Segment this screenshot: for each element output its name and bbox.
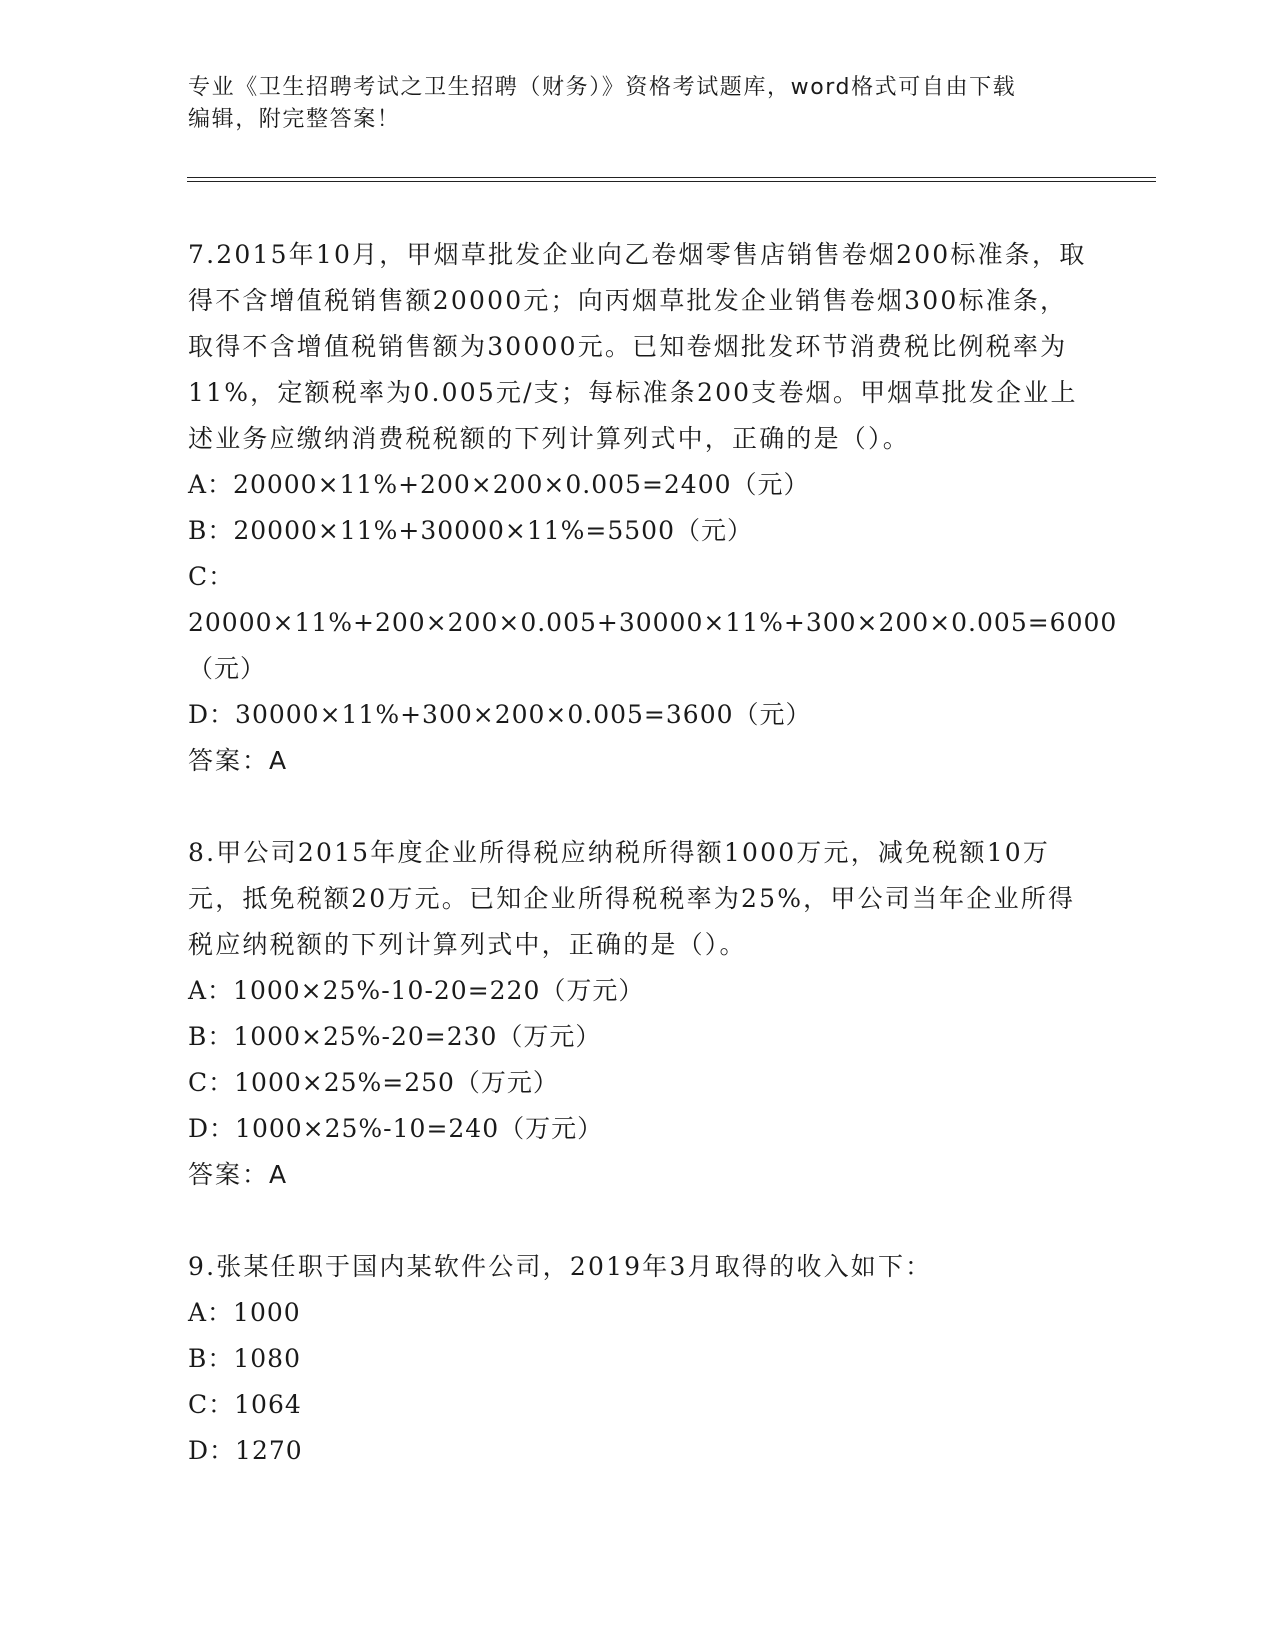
option-a: A：1000×25%-10-20=220（万元） bbox=[188, 976, 645, 1005]
option-b: B：20000×11%+30000×11%=5500（元） bbox=[188, 516, 753, 545]
header-line-1: 专业《卫生招聘考试之卫生招聘（财务）》资格考试题库，word格式可自由下载 bbox=[188, 75, 1017, 100]
option-b: B：1000×25%-20=230（万元） bbox=[188, 1022, 602, 1051]
answer-label: 答案：A bbox=[188, 1160, 289, 1189]
option-c: C：1064 bbox=[188, 1390, 302, 1419]
option-c: C：1000×25%=250（万元） bbox=[188, 1068, 559, 1097]
question-text: 7.2015年10月，甲烟草批发企业向乙卷烟零售店销售卷烟200标准条，取得不含增值税销售额20000元；向丙烟草批发企业销售卷烟300标准条，取得不含增值税销售额为30000元。已知卷烟批发环节消费税比例税率为11%，定额税率为0.005元/支；每标准条200支卷烟。甲烟草批发企业上述业务应缴纳消费税税额的下列计算列式中，正确的是（）。 bbox=[188, 240, 1087, 453]
option-d: D：30000×11%+300×200×0.005=3600（元） bbox=[188, 700, 812, 729]
option-d: D：1000×25%-10=240（万元） bbox=[188, 1114, 604, 1143]
option-a: A：20000×11%+200×200×0.005=2400（元） bbox=[188, 470, 810, 499]
option-a: A：1000 bbox=[188, 1298, 301, 1327]
header-line-2: 编辑，附完整答案！ bbox=[188, 107, 401, 132]
question-7 bbox=[188, 232, 1118, 784]
question-text: 8.甲公司2015年度企业所得税应纳税所得额1000万元，减免税额10万元，抵免税额20万元。已知企业所得税税率为25%，甲公司当年企业所得税应纳税额的下列计算列式中，正确的是（）。 bbox=[188, 838, 1076, 959]
question-list bbox=[188, 232, 1118, 1520]
document-header bbox=[188, 72, 1088, 136]
question-9 bbox=[188, 1244, 1088, 1474]
option-c: C：20000×11%+200×200×0.005+30000×11%+300×200×0.005=6000（元） bbox=[188, 562, 1118, 683]
question-text: 9.张某任职于国内某软件公司，2019年3月取得的收入如下： bbox=[188, 1252, 933, 1281]
question-8 bbox=[188, 830, 1088, 1198]
answer-label: 答案：A bbox=[188, 746, 289, 775]
option-b: B：1080 bbox=[188, 1344, 301, 1373]
header-divider bbox=[187, 177, 1156, 182]
option-d: D：1270 bbox=[188, 1436, 303, 1465]
